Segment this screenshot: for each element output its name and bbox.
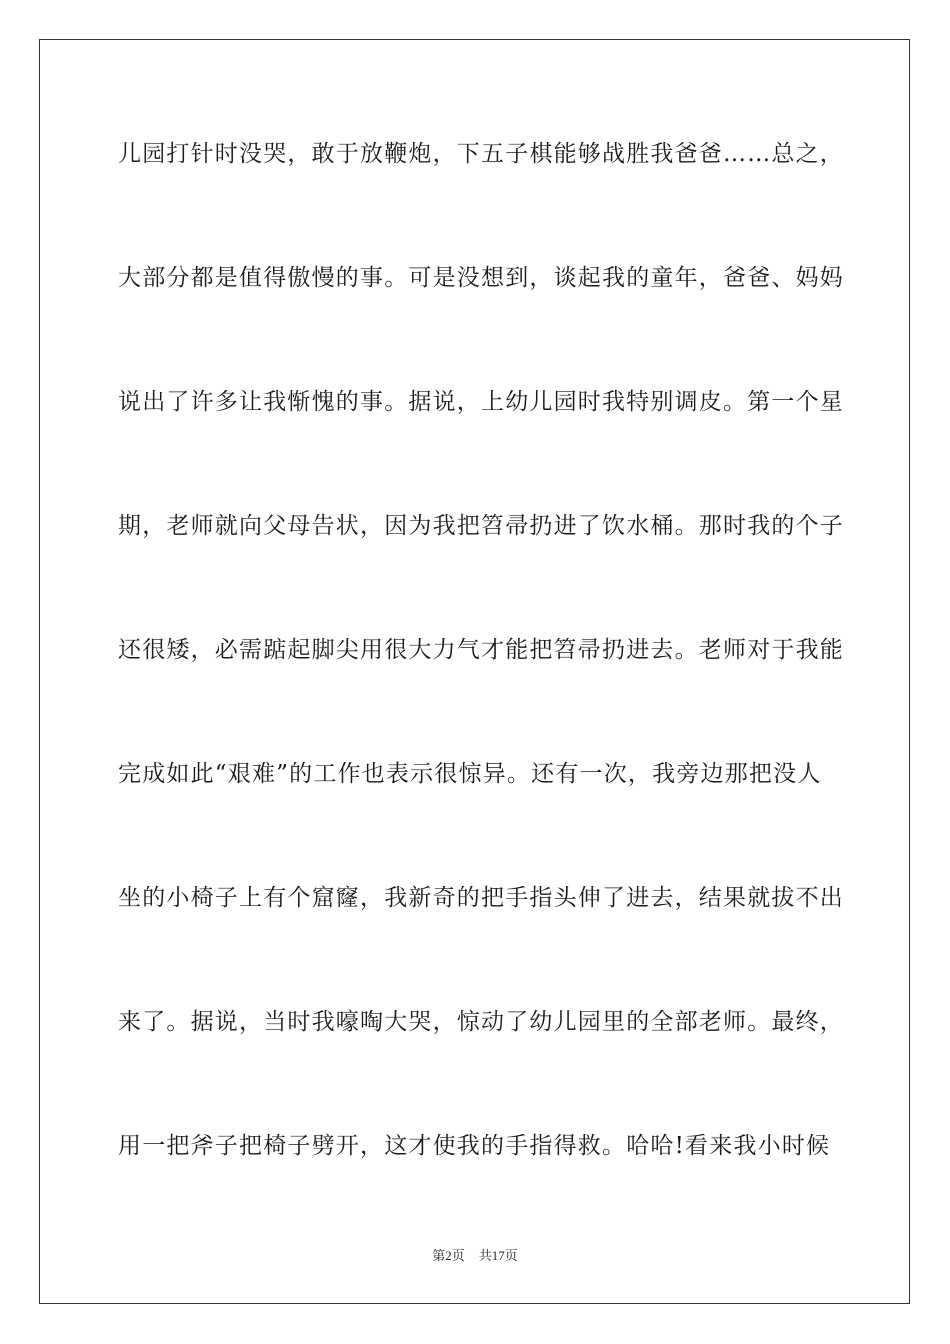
page-number-total: 共17页 [478,1248,518,1263]
text-line: 大部分都是值得傲慢的事。可是没想到，谈起我的童年，爸爸、妈妈 [118,265,844,291]
page-footer [0,1245,950,1264]
text-line: 来了。据说，当时我嚎啕大哭，惊动了幼儿园里的全部老师。最终， [118,1009,844,1035]
text-line: 用一把斧子把椅子劈开，这才使我的手指得救。哈哈!看来我小时候 [118,1133,831,1159]
text-line: 坐的小椅子上有个窟窿，我新奇的把手指头伸了进去，结果就拔不出 [118,885,844,911]
page-number-current: 第2页 [432,1248,465,1263]
document-body [118,123,844,1239]
text-line: 还很矮，必需踮起脚尖用很大力气才能把笤帚扔进去。老师对于我能 [118,637,844,663]
text-line: 完成如此“艰难”的工作也表示很惊异。还有一次，我旁边那把没人 [118,761,822,787]
text-line: 说出了许多让我惭愧的事。据说，上幼儿园时我特别调皮。第一个星 [118,389,844,415]
text-line: 期，老师就向父母告状，因为我把笤帚扔进了饮水桶。那时我的个子 [118,513,844,539]
text-line: 儿园打针时没哭，敢于放鞭炮，下五子棋能够战胜我爸爸……总之， [118,141,844,167]
